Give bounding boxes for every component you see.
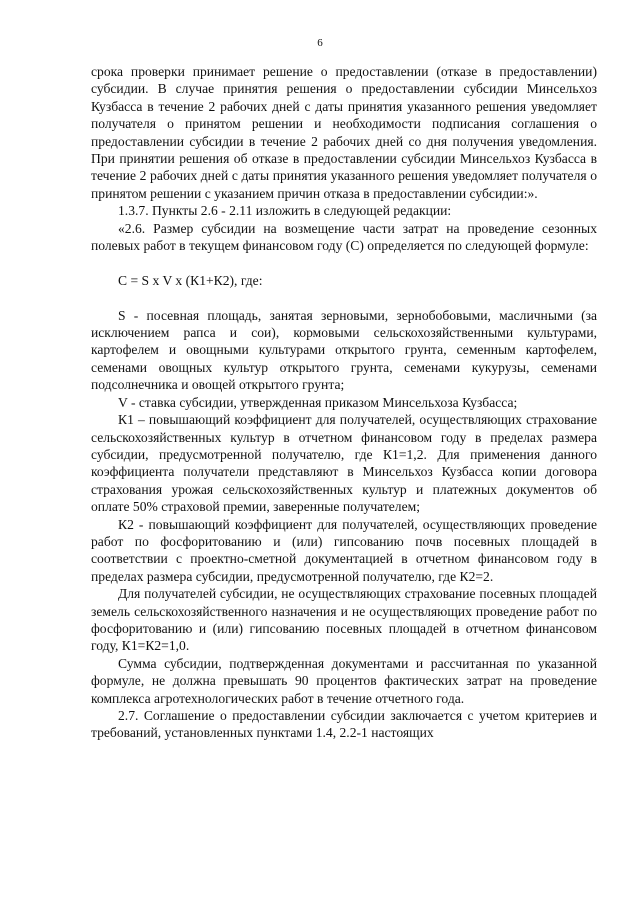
paragraph-k1-definition: К1 – повышающий коэффициент для получателей, осуществляющих страхование сельскохозяйственных культур в отчетном финансовом году в пределах размера субсидии, предусмотренной получателю, где К1=1,2. Для применения данного коэффициента получатели представляют в Минсельхоз Кузбасса копии договора страхования урожая сельскохозяйственных культур и платежных документов об оплате 50% страховой премии, заверенные получателем; (91, 412, 597, 515)
paragraph-subsidy-limit: Сумма субсидии, подтвержденная документами и рассчитанная по указанной формуле, не должна превышать 90 процентов фактических затрат на проведение комплекса агротехнологических работ в течение отчетного года. (91, 655, 597, 706)
document-body (91, 63, 597, 742)
paragraph-default-coefficients: Для получателей субсидии, не осуществляющих страхование посевных площадей земель сельскохозяйственного назначения и не осуществляющих проведение работ по фосфоритованию и (или) гипсованию посевных площадей в отчетном финансовом году, К1=К2=1,0. (91, 586, 597, 654)
page-number: 6 (317, 37, 323, 49)
paragraph-amendment-1-3-7: 1.3.7. Пункты 2.6 - 2.11 изложить в следующей редакции: (118, 203, 452, 219)
paragraph-2-7-agreement: 2.7. Соглашение о предоставлении субсидии заключается с учетом критериев и требований, установленных пунктами 1.4, 2.2-1 настоящих (91, 708, 597, 741)
subsidy-formula: С = S x V x (К1+К2), где: (118, 272, 263, 288)
paragraph-k2-definition: К2 - повышающий коэффициент для получателей, осуществляющих проведение работ по фосфоритованию и (или) гипсованию почв посевных площадей в соответствии с проектно-сметной документацией в отчетном финансовом году в пределах размера субсидии, предусмотренной получателю, где К2=2. (91, 516, 597, 584)
paragraph-s-definition: S - посевная площадь, занятая зерновыми, зернобобовыми, масличными (за исключением рапса и сои), кормовыми сельскохозяйственными культурами, картофелем и овощными культурами открытого грунта, семенным картофелем, семенами овощных культур открытого грунта, семенами кукурузы, семенами подсолнечника и овощей открытого грунта; (91, 307, 597, 393)
paragraph-2-6-subsidy-size: «2.6. Размер субсидии на возмещение части затрат на проведение сезонных полевых работ в текущем финансовом году (С) определяется по следующей формуле: (91, 220, 597, 254)
paragraph-v-definition: V - ставка субсидии, утвержденная приказом Минсельхоза Кузбасса; (118, 394, 518, 410)
paragraph-decision-notice: срока проверки принимает решение о предоставлении (отказе в предоставлении) субсидии. В случае принятия решения о предоставлении субсидии Минсельхоз Кузбасса в течение 2 рабочих дней с даты принятия указанного решения уведомляет получателя о принятом решении и необходимости подписания соглашения о предоставлении субсидии в течение 2 рабочих дней со дня получения уведомления. При принятии решения об отказе в предоставлении субсидии Минсельхоз Кузбасса в течение 2 рабочих дней с даты принятия указанного решения уведомляет получателя о принятом решении с указанием причин отказа в предоставлении субсидии:». (91, 64, 597, 201)
